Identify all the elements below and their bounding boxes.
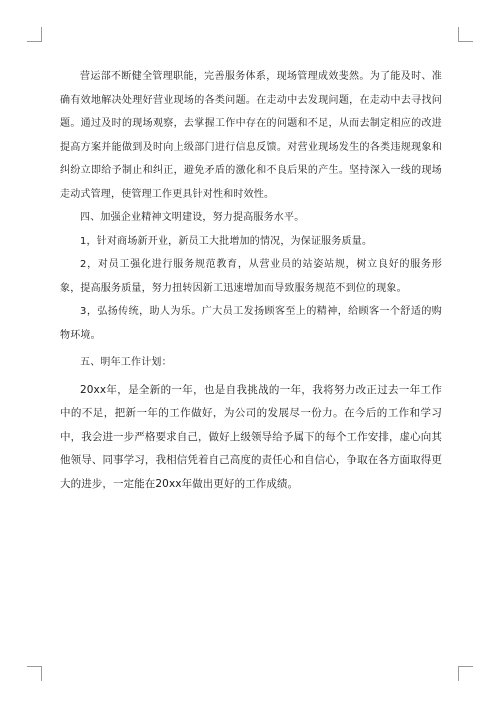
list-item-3: 3，弘扬传统，助人为乐。广大员工发扬顾客至上的精神，给顾客一个舒适的购物环境。 <box>60 306 442 341</box>
crop-mark-bottom-left <box>27 666 42 681</box>
crop-mark-top-left <box>27 27 42 42</box>
paragraph-site-management: 营运部不断健全管理职能，完善服务体系，现场管理成效斐然。为了能及时、准确有效地解决处理好营业现场的各类问题。在走动中去发现问题，在走动中去寻找问题。通过及时的现场观察，去掌握工作中存在的问题和不足，从而去制定相应的改进提高方案并能做到及时向上级部门进行信息反馈。对营业现场发生的各类违规现象和纠纷立即给予制止和纠正，避免矛盾的激化和不良后果的产生。坚持深入一线的现场走动式管理，使管理工作更具针对性和时效性。 <box>60 71 442 200</box>
document-body <box>60 65 442 496</box>
crop-mark-top-right <box>458 27 473 42</box>
list-item-1: 1，针对商场新开业，新员工大批增加的情况，为保证服务质量。 <box>80 235 373 247</box>
crop-mark-bottom-right <box>458 666 473 681</box>
section-heading-spiritual-civilization: 四、加强企业精神文明建设，努力提高服务水平。 <box>80 212 305 223</box>
list-item-2: 2，对员工强化进行服务规范教育，从营业员的站姿站规，树立良好的服务形象，提高服务质量，努力扭转因新工迅速增加而导致服务规范不到位的现象。 <box>60 259 442 294</box>
section-heading-next-year-plan: 五、明年工作计划： <box>80 357 172 368</box>
paragraph-next-year-plan: 20xx年，是全新的一年，也是自我挑战的一年，我将努力改正过去一年工作中的不足，把新一年的工作做好，为公司的发展尽一份力。在今后的工作和学习中，我会进一步严格要求自己，做好上级领导给予属下的每个工作安排，虚心向其他领导、同事学习，我相信凭着自己高度的责任心和自信心，争取在各方面取得更大的进步，一定能在20xx年做出更好的工作成绩。 <box>60 383 442 490</box>
